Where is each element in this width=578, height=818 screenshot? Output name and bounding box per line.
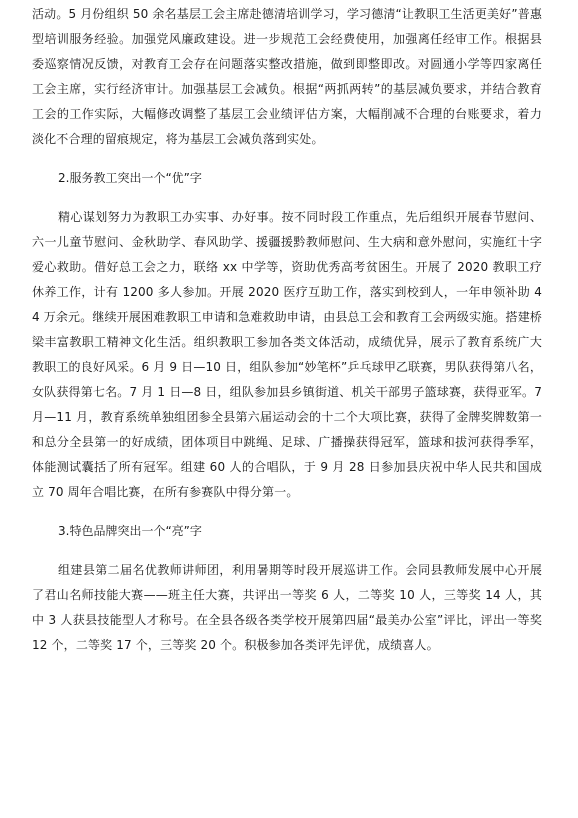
section-heading-3: 3.特色品牌突出一个“亮”字 — [58, 524, 202, 538]
paragraph-service: 精心谋划努力为教职工办实事、办好事。按不同时段工作重点，先后组织开展春节慰问、六一儿童节慰问、金秋助学、春风助学、援疆援黔教师慰问、生大病和意外慰问，实施红十字爱心救助。借好总工会之力，联络 xx 中学等，资助优秀高考贫困生。开展了 2020 教职工疗休养工作，计有 1200 多人参加。开展 2020 医疗互助工作，落实到校到人，一年申领补助 44 万余元。继续开展困难教职工申请和急难救助申请，由县总工会和教育工会两级实施。搭建桥梁丰富教职工精神文化生活。组织教职工参加各类文体活动，成绩优异，展示了教育系统广大教职工的良好风采。6 月 9 日—10 日，组队参加“妙笔杯”乒乓球甲乙联赛，男队获得第八名，女队获得第七名。7 月 1 日—8 日，组队参加县乡镇街道、机关干部男子篮球赛，获得亚军。7 月—11 月，教育系统单独组团参全县第六届运动会的十二个大项比赛，获得了金牌奖牌数第一和总分全县第一的好成绩，团体项目中跳绳、足球、广播操获得冠军，篮球和拔河获得季军，体能测试囊括了所有冠军。组建 60 人的合唱队，于 9 月 28 日参加县庆祝中华人民共和国成立 70 周年合唱比赛，在所有参赛队中得分第一。 — [32, 210, 542, 499]
section-heading-2: 2.服务教工突出一个“优”字 — [58, 171, 202, 185]
paragraph-continuation: 活动。5 月份组织 50 余名基层工会主席赴德清培训学习，学习德清“让教职工生活更美好”普惠型培训服务经验。加强党风廉政建设。进一步规范工会经费使用，加强离任经审工作。根据县委巡察情况反馈，对教育工会存在问题落实整改措施，做到即整即改。对圆通小学等四家离任工会主席，实行经济审计。加强基层工会减负。根据“两抓两转”的基层减负要求，并结合教育工会的工作实际，大幅修改调整了基层工会业绩评估方案，大幅削减不合理的台账要求，着力淡化不合理的留痕规定，将为基层工会减负落到实处。 — [32, 7, 542, 146]
paragraph-brand: 组建县第二届名优教师讲师团，利用暑期等时段开展巡讲工作。会同县教师发展中心开展了君山名师技能大赛——班主任大赛，共评出一等奖 6 人，二等奖 10 人，三等奖 14 人，其中 3 人获县技能型人才称号。在全县各级各类学校开展第四届“最美办公室”评比，评出一等奖 12 个，二等奖 17 个，三等奖 20 个。积极参加各类评先评优，成绩喜人。 — [32, 563, 542, 652]
